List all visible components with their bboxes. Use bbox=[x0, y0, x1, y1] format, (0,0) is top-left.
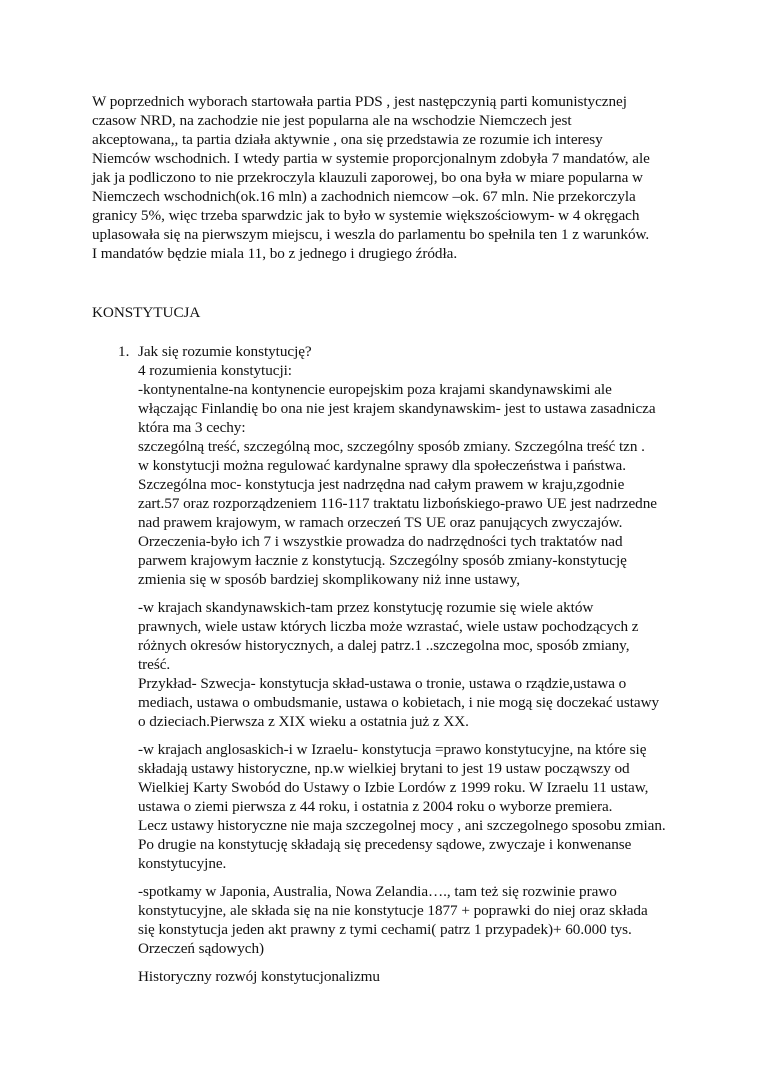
text-line: I mandatów będzie miala 11, bo z jednego i drugiego źródła. bbox=[92, 245, 458, 262]
text-line: Przykład- Szwecja- konstytucja skład-ustawa o tronie, ustawa o rządzie,ustawa o bbox=[138, 675, 627, 692]
text-line: -kontynentalne-na kontynencie europejskim poza krajami skandynawskimi ale bbox=[138, 381, 612, 398]
text-line: ustawa o ziemi pierwsza z 44 roku, i ostatnia z 2004 roku o wyborze premiera. bbox=[138, 798, 613, 815]
text-line: różnych okresów historycznych, a dalej patrz.1 ..szczegolna moc, sposób zmiany, bbox=[138, 637, 630, 654]
text-line: prawnych, wiele ustaw których liczba może wzrastać, wiele ustaw pochodzących z bbox=[138, 618, 639, 635]
text-line: która ma 3 cechy: bbox=[138, 419, 246, 436]
text-line: konstytucyjne, ale składa się na nie konstytucje 1877 + poprawki do niej oraz składa bbox=[138, 902, 648, 919]
text-line: w konstytucji można regulować kardynalne sprawy dla społeczeństwa i państwa. bbox=[138, 457, 626, 474]
list-question: Jak się rozumie konstytucję? bbox=[138, 343, 312, 360]
text-line: Niemców wschodnich. I wtedy partia w systemie proporcjonalnym zdobyła 7 mandatów, ale bbox=[92, 150, 650, 167]
text-line: włączając Finlandię bo ona nie jest krajem skandynawskim- jest to ustawa zasadnicza bbox=[138, 400, 656, 417]
text-line: -spotkamy w Japonia, Australia, Nowa Zelandia…., tam też się rozwinie prawo bbox=[138, 883, 617, 900]
text-line: czasow NRD, na zachodzie nie jest popularna ale na wschodzie Niemczech jest bbox=[92, 112, 572, 129]
text-line: zmienia się w sposób bardziej skomplikowany niż inne ustawy, bbox=[138, 571, 520, 588]
text-line: o dzieciach.Pierwsza z XIX wieku a ostatnia już z XX. bbox=[138, 713, 469, 730]
text-line: parwem krajowym łacznie z konstytucją. Szczególny sposób zmiany-konstytucję bbox=[138, 552, 627, 569]
text-line: Po drugie na konstytucję składają się precedensy sądowe, zwyczaje i konwenanse bbox=[138, 836, 632, 853]
text-line: W poprzednich wyborach startowała partia PDS , jest następczynią parti komunistycznej bbox=[92, 93, 627, 110]
section-heading: KONSTYTUCJA bbox=[92, 304, 201, 321]
text-line: Orzeczeń sądowych) bbox=[138, 940, 265, 957]
list-number: 1. bbox=[118, 343, 130, 360]
text-line: 4 rozumienia konstytucji: bbox=[138, 362, 292, 379]
text-line: akceptowana,, ta partia działa aktywnie , ona się przedstawia ze rozumie ich interesy bbox=[92, 131, 603, 148]
text-line: jak ja podliczono to nie przekroczyla klauzuli zaporowej, bo ona była w miare popularna w bbox=[92, 169, 643, 186]
text-line: się konstytucja jeden akt prawny z tymi cechami( patrz 1 przypadek)+ 60.000 tys. bbox=[138, 921, 632, 938]
text-line: zart.57 oraz rozporządzeniem 116-117 traktatu lizbońskiego-prawo UE jest nadrzedne bbox=[138, 495, 657, 512]
text-line: składają ustawy historyczne, np.w wielkiej brytani to jest 19 ustaw począwszy od bbox=[138, 760, 630, 777]
text-line: granicy 5%, więc trzeba sparwdzic jak to było w systemie większościowym- w 4 okręgach bbox=[92, 207, 640, 224]
text-line: -w krajach skandynawskich-tam przez konstytucję rozumie się wiele aktów bbox=[138, 599, 594, 616]
text-line: Niemczech wschodnich(ok.16 mln) a zachodnich niemcow –ok. 67 mln. Nie przekorczyla bbox=[92, 188, 636, 205]
text-line: nad prawem krajowym, w ramach orzeczeń TS UE oraz panujących zwyczajów. bbox=[138, 514, 623, 531]
text-line: uplasowała się na pierwszym miejscu, i weszla do parlamentu bo spełnila ten 1 z warunków. bbox=[92, 226, 650, 243]
text-line: Lecz ustawy historyczne nie maja szczegolnej mocy , ani szczegolnego sposobu zmian. bbox=[138, 817, 666, 834]
text-line: Wielkiej Karty Swobód do Ustawy o Izbie Lordów z 1999 roku. W Izraelu 11 ustaw, bbox=[138, 779, 649, 796]
text-line: Szczególna moc- konstytucja jest nadrzędna nad całym prawem w kraju,zgodnie bbox=[138, 476, 625, 493]
text-line: mediach, ustawa o ombudsmanie, ustawa o kobietach, i nie mogą się doczekać ustawy bbox=[138, 694, 660, 711]
subsection-heading: Historyczny rozwój konstytucjonalizmu bbox=[138, 968, 380, 985]
text-line: treść. bbox=[138, 656, 171, 673]
text-line: Orzeczenia-było ich 7 i wszystkie prowadza do nadrzędności tych traktatów nad bbox=[138, 533, 623, 550]
text-line: konstytucyjne. bbox=[138, 855, 227, 872]
text-line: szczególną treść, szczególną moc, szczególny sposób zmiany. Szczególna treść tzn . bbox=[138, 438, 645, 455]
text-line: -w krajach anglosaskich-i w Izraelu- konstytucja =prawo konstytucyjne, na które się bbox=[138, 741, 647, 758]
